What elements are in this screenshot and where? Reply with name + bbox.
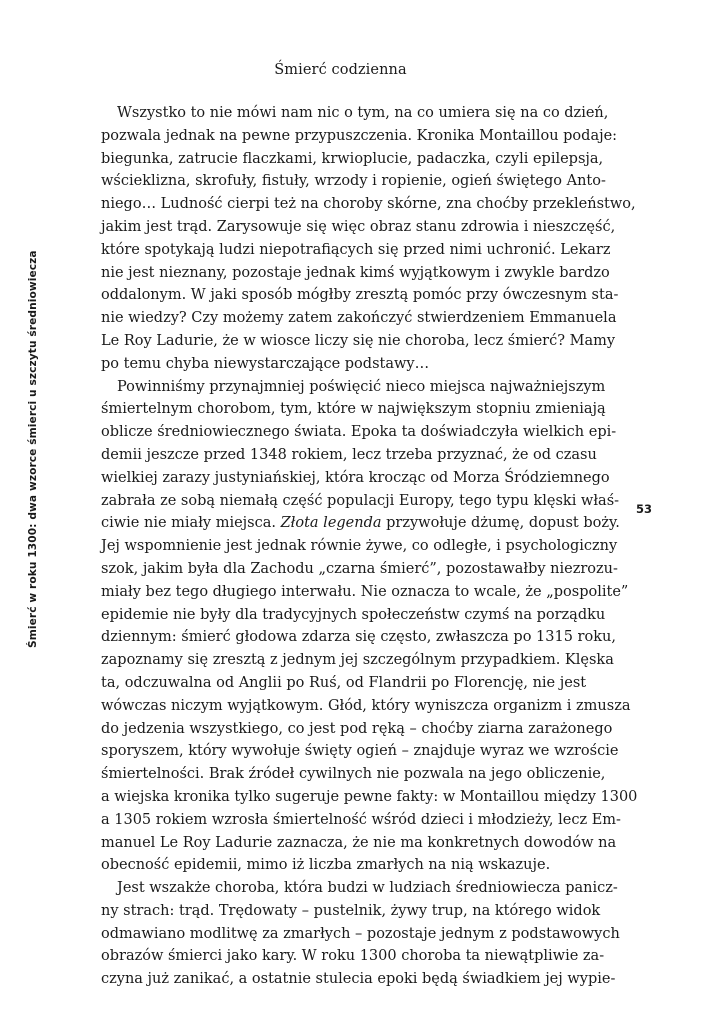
text-line: szok, jakim była dla Zachodu „czarna śmierć”, pozostawałby niezrozu- [101,560,618,577]
text-line: po temu chyba niewystarczające podstawy… [101,355,430,372]
text-run: ciwie nie miały miejsca. [101,515,276,532]
text-line: Jest wszakże choroba, która budzi w ludziach średniowiecza panicz- [117,880,618,897]
text-run: przywołuje dżumę, dopust boży. [386,515,620,532]
text-line: nie wiedzy? Czy możemy zatem zakończyć stwierdzeniem Emmanuela [101,310,617,327]
text-line: jakim jest trąd. Zarysowuje się więc obraz stanu zdrowia i nieszczęść, [101,218,616,235]
text-line: śmiertelnym chorobom, tym, które w największym stopniu zmieniają [101,401,606,418]
text-line: obecność epidemii, mimo iż liczba zmarłych na nią wskazuje. [101,857,551,874]
page-number: 53 [636,502,653,516]
side-chapter-title: Śmierć w roku 1300: dwa wzorce śmierci u szczytu średniowiecza [27,250,39,648]
text-line: Powinniśmy przynajmniej poświęcić nieco miejsca najważniejszym [117,378,606,395]
text-line: nie jest nieznany, pozostaje jednak kimś wyjątkowym i zwykle bardzo [101,264,610,281]
text-line: biegunka, zatrucie flaczkami, krwioplucie, padaczka, czyli epilepsja, [101,150,604,167]
text-line: zapoznamy się zresztą z jednym jej szczególnym przypadkiem. Klęska [101,652,614,669]
text-line: ny strach: trąd. Trędowaty – pustelnik, żywy trup, na którego widok [101,902,601,919]
text-line: oddalonym. W jaki sposób mógłby zresztą pomóc przy ówczesnym sta- [101,287,619,304]
text-line: śmiertelności. Brak źródeł cywilnych nie pozwala na jego obliczenie, [101,766,606,783]
body-text [101,102,638,991]
text-line: Jej wspomnienie jest jednak równie żywe, co odległe, i psychologiczny [101,538,618,555]
text-line: wścieklizna, skrofuły, fistuły, wrzody i ropienie, ogień świętego Anto- [101,173,606,190]
text-line: obrazów śmierci jako kary. W roku 1300 choroba ta niewątpliwie za- [101,948,605,965]
text-line: epidemie nie były dla tradycyjnych społeczeństw czymś na porządku [101,606,606,623]
text-line: demii jeszcze przed 1348 rokiem, lecz trzeba przyznać, że od czasu [101,446,597,463]
text-line: ta, odczuwalna od Anglii po Ruś, od Flandrii po Florencję, nie jest [101,674,587,691]
text-line: miały bez tego długiego interwału. Nie oznacza to wcale, że „pospolite” [101,583,629,600]
running-head: Śmierć codzienna [274,62,407,78]
text-line: odmawiano modlitwę za zmarłych – pozostaje jednym z podstawowych [101,925,620,942]
text-line: Wszystko to nie mówi nam nic o tym, na co umiera się na co dzień, [117,105,609,121]
text-line: zabrała ze sobą niemałą część populacji Europy, tego typu klęski właś- [101,492,620,509]
text-line-mixed [101,512,620,535]
text-line: wówczas niczym wyjątkowym. Głód, który wyniszcza organizm i zmusza [101,697,631,714]
text-line: niego… Ludność cierpi też na choroby skórne, zna choćby przekleństwo, [101,196,636,213]
text-line: czyna już zanikać, a ostatnie stulecia epoki będą świadkiem jej wypie- [101,971,616,988]
text-line: dziennym: śmierć głodowa zdarza się często, zwłaszcza po 1315 roku, [101,629,616,646]
text-line: a 1305 rokiem wzrosła śmiertelność wśród dzieci i młodzieży, lecz Em- [101,811,621,828]
book-title-italic: Złota legenda [280,515,382,532]
text-line: pozwala jednak na pewne przypuszczenia. Kronika Montaillou podaje: [101,127,618,144]
text-line: a wiejska kronika tylko sugeruje pewne fakty: w Montaillou między 1300 [101,788,638,805]
text-line: wielkiej zarazy justyniańskiej, która krocząc od Morza Śródziemnego [101,469,610,486]
text-line: do jedzenia wszystkiego, co jest pod ręką – choćby ziarna zarażonego [101,720,613,737]
text-line: które spotykają ludzi niepotrafiących się przed nimi uchronić. Lekarz [101,241,611,258]
text-line: manuel Le Roy Ladurie zaznacza, że nie ma konkretnych dowodów na [101,834,617,851]
text-line: sporyszem, który wywołuje święty ogień – znajduje wyraz we wzroście [101,743,619,760]
text-line: Le Roy Ladurie, że w wiosce liczy się nie choroba, lecz śmierć? Mamy [101,332,616,349]
text-line: oblicze średniowiecznego świata. Epoka ta doświadczyła wielkich epi- [101,424,617,441]
